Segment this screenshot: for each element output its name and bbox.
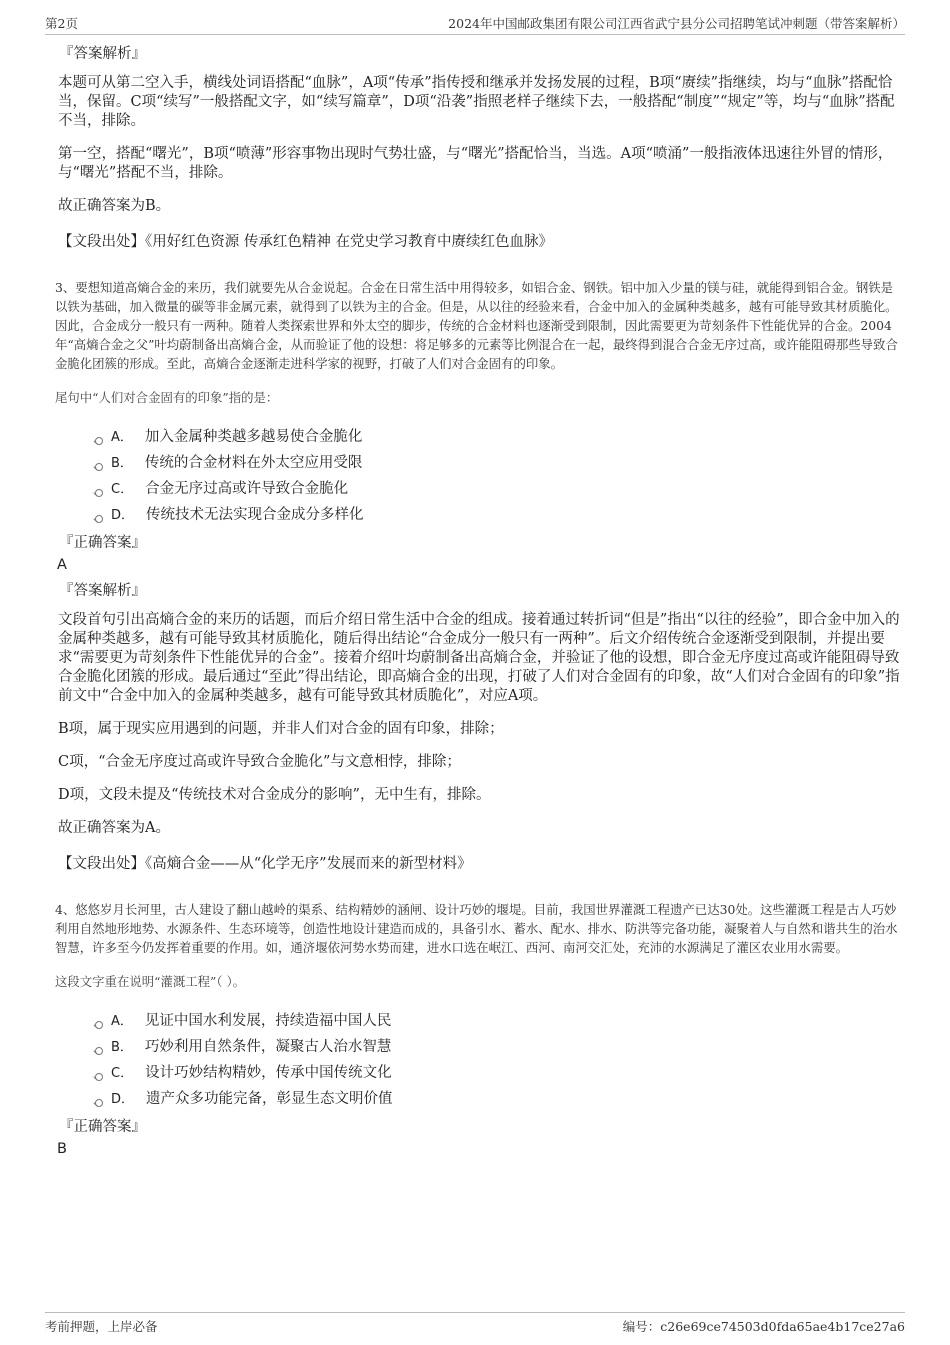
source-citation: 【文段出处】《高熵合金——从“化学无序”发展而来的新型材料》 bbox=[58, 856, 472, 872]
page-number: 第2页 bbox=[45, 16, 78, 31]
option-letter: A． bbox=[111, 1014, 133, 1029]
page-content bbox=[55, 44, 900, 1165]
option-d[interactable] bbox=[95, 1087, 900, 1111]
option-letter: D． bbox=[111, 1092, 135, 1107]
options-list bbox=[55, 1009, 900, 1111]
radio-icon[interactable] bbox=[95, 1021, 103, 1029]
source-citation: 【文段出处】《用好红色资源 传承红色精神 在党史学习教育中赓续红色血脉》 bbox=[58, 234, 553, 250]
document-title: 2024年中国邮政集团有限公司江西省武宁县分公司招聘笔试冲刺题（带答案解析） bbox=[448, 16, 905, 31]
option-text: 传统的合金材料在外太空应用受限 bbox=[144, 455, 363, 471]
question-text: 3、要想知道高熵合金的来历，我们就要先从合金说起。合金在日常生活中用得较多，如铝合金、钢铁。铝中加入少量的镁与硅，就能得到铝合金。钢铁是以铁为基础，加入微量的碳等非金属元素，就得到了以铁为主的合金。但是，从以往的经验来看，合金中加入的金属种类越多，越有可能导致其材质脆化。因此，合金成分一般只有一两种。随着人类探索世界和外太空的脚步，传统的合金材料也逐渐受到限制，因此需要更为苛刻条件下性能优异的合金。2004年“高熵合金之父”叶均蔚制备出高熵合金，从而验证了他的设想：将足够多的元素等比例混合在一起，最终得到混合合金无序过高，或许能阻碍那些导致合金脆化团簇的形成。至此，高熵合金逐渐走进科学家的视野，打破了人们对合金固有的印象。 bbox=[55, 280, 898, 371]
option-c[interactable] bbox=[95, 1061, 900, 1085]
correct-answer-label: 『正确答案』 bbox=[59, 1119, 146, 1135]
analysis-label: 『答案解析』 bbox=[59, 46, 146, 62]
question-prompt: 这段文字重在说明“灌溉工程”（ ）。 bbox=[55, 974, 246, 989]
question-prompt: 尾句中“人们对合金固有的印象”指的是： bbox=[55, 390, 279, 405]
radio-icon[interactable] bbox=[95, 1047, 103, 1055]
option-letter: B． bbox=[111, 456, 133, 471]
page-footer bbox=[45, 1312, 905, 1337]
correct-answer-label: 『正确答案』 bbox=[59, 535, 146, 551]
option-letter: C． bbox=[111, 1066, 134, 1081]
option-text: 巧妙利用自然条件，凝聚古人治水智慧 bbox=[144, 1039, 392, 1055]
option-text: 合金无序过高或许导致合金脆化 bbox=[145, 481, 349, 497]
analysis-paragraph: 故正确答案为A。 bbox=[58, 820, 170, 836]
analysis-paragraph: 第一空，搭配“曙光”，B项“喷薄”形容事物出现时气势壮盛，与“曙光”搭配恰当，当选。A项“喷涌”一般指液体迅速往外冒的情形，与“曙光”搭配不当，排除。 bbox=[58, 146, 893, 181]
option-letter: A． bbox=[111, 430, 133, 445]
analysis-label: 『答案解析』 bbox=[59, 583, 146, 599]
radio-icon[interactable] bbox=[95, 437, 103, 445]
option-c[interactable] bbox=[95, 477, 900, 501]
option-text: 传统技术无法实现合金成分多样化 bbox=[146, 507, 364, 523]
option-text: 加入金属种类越多越易使合金脆化 bbox=[144, 429, 363, 445]
question-text: 4、悠悠岁月长河里，古人建设了翻山越岭的渠系、结构精妙的涵闸、设计巧妙的堰堤。目前，我国世界灌溉工程遗产已达30处。这些灌溉工程是古人巧妙利用自然地形地势、水源条件、生态环境等，创造性地设计建造而成的，具备引水、蓄水、配水、排水、防洪等完备功能，凝聚着人与自然和谐共生的治水智慧，许多至今仍发挥着重要的作用。如，通济堰依河势水势而建，进水口选在岷江、西河、南河交汇处，充沛的水源满足了灌区农业用水需要。 bbox=[55, 902, 898, 955]
option-text: 设计巧妙结构精妙，传承中国传统文化 bbox=[145, 1065, 392, 1081]
analysis-paragraph: D项，文段未提及“传统技术对合金成分的影响”，无中生有，排除。 bbox=[58, 787, 491, 803]
option-a[interactable] bbox=[95, 1009, 900, 1033]
option-letter: D． bbox=[111, 508, 135, 523]
correct-answer: A bbox=[57, 557, 67, 573]
document-id: 编号：c26e69ce74503d0fda65ae4b17ce27a6 bbox=[622, 1319, 905, 1334]
option-letter: B． bbox=[111, 1040, 133, 1055]
radio-icon[interactable] bbox=[95, 515, 103, 523]
correct-answer: B bbox=[57, 1141, 67, 1157]
option-d[interactable] bbox=[95, 503, 900, 527]
page-header bbox=[45, 14, 905, 35]
radio-icon[interactable] bbox=[95, 489, 103, 497]
option-a[interactable] bbox=[95, 425, 900, 449]
option-text: 遗产众多功能完备，彰显生态文明价值 bbox=[146, 1091, 393, 1107]
option-letter: C． bbox=[111, 482, 134, 497]
option-b[interactable] bbox=[95, 1035, 900, 1059]
analysis-paragraph: C项，“合金无序度过高或许导致合金脆化”与文意相悖，排除； bbox=[58, 754, 461, 770]
analysis-paragraph: 故正确答案为B。 bbox=[58, 198, 171, 214]
block1-analysis bbox=[55, 44, 900, 252]
option-b[interactable] bbox=[95, 451, 900, 475]
footer-slogan: 考前押题，上岸必备 bbox=[45, 1319, 158, 1334]
question-4 bbox=[55, 900, 900, 1159]
question-3 bbox=[55, 278, 900, 874]
radio-icon[interactable] bbox=[95, 463, 103, 471]
analysis-paragraph: B项，属于现实应用遇到的问题，并非人们对合金的固有印象，排除； bbox=[58, 721, 504, 737]
options-list bbox=[55, 425, 900, 527]
option-text: 见证中国水利发展，持续造福中国人民 bbox=[144, 1013, 392, 1029]
analysis-paragraph: 本题可从第二空入手，横线处词语搭配“血脉”，A项“传承”指传授和继承并发扬发展的过程，B项“赓续”指继续，均与“血脉”搭配恰当，保留。C项“续写”一般搭配文字，如“续写篇章”，D项“沿袭”指照老样子继续下去，一般搭配“制度”“规定”等，均与“血脉”搭配不当，排除。 bbox=[58, 75, 895, 129]
radio-icon[interactable] bbox=[95, 1099, 103, 1107]
radio-icon[interactable] bbox=[95, 1073, 103, 1081]
analysis-paragraph: 文段首句引出高熵合金的来历的话题，而后介绍日常生活中合金的组成。接着通过转折词“但是”指出“以往的经验”，即合金中加入的金属种类越多，越有可能导致其材质脆化，随后得出结论“合金成分一般只有一两种”。后文介绍传统合金逐渐受到限制，并提出要求“需要更为苛刻条件下性能优异的合金”。接着介绍叶均蔚制备出高熵合金，并验证了他的设想，即合金无序度过高或许能阻碍导致合金脆化团簇的形成。最后通过“至此”得出结论，即高熵合金的出现，打破了人们对合金固有的印象，故“人们对合金固有的印象”指前文中“合金中加入的金属种类越多，越有可能导致其材质脆化”，对应A项。 bbox=[58, 612, 900, 704]
